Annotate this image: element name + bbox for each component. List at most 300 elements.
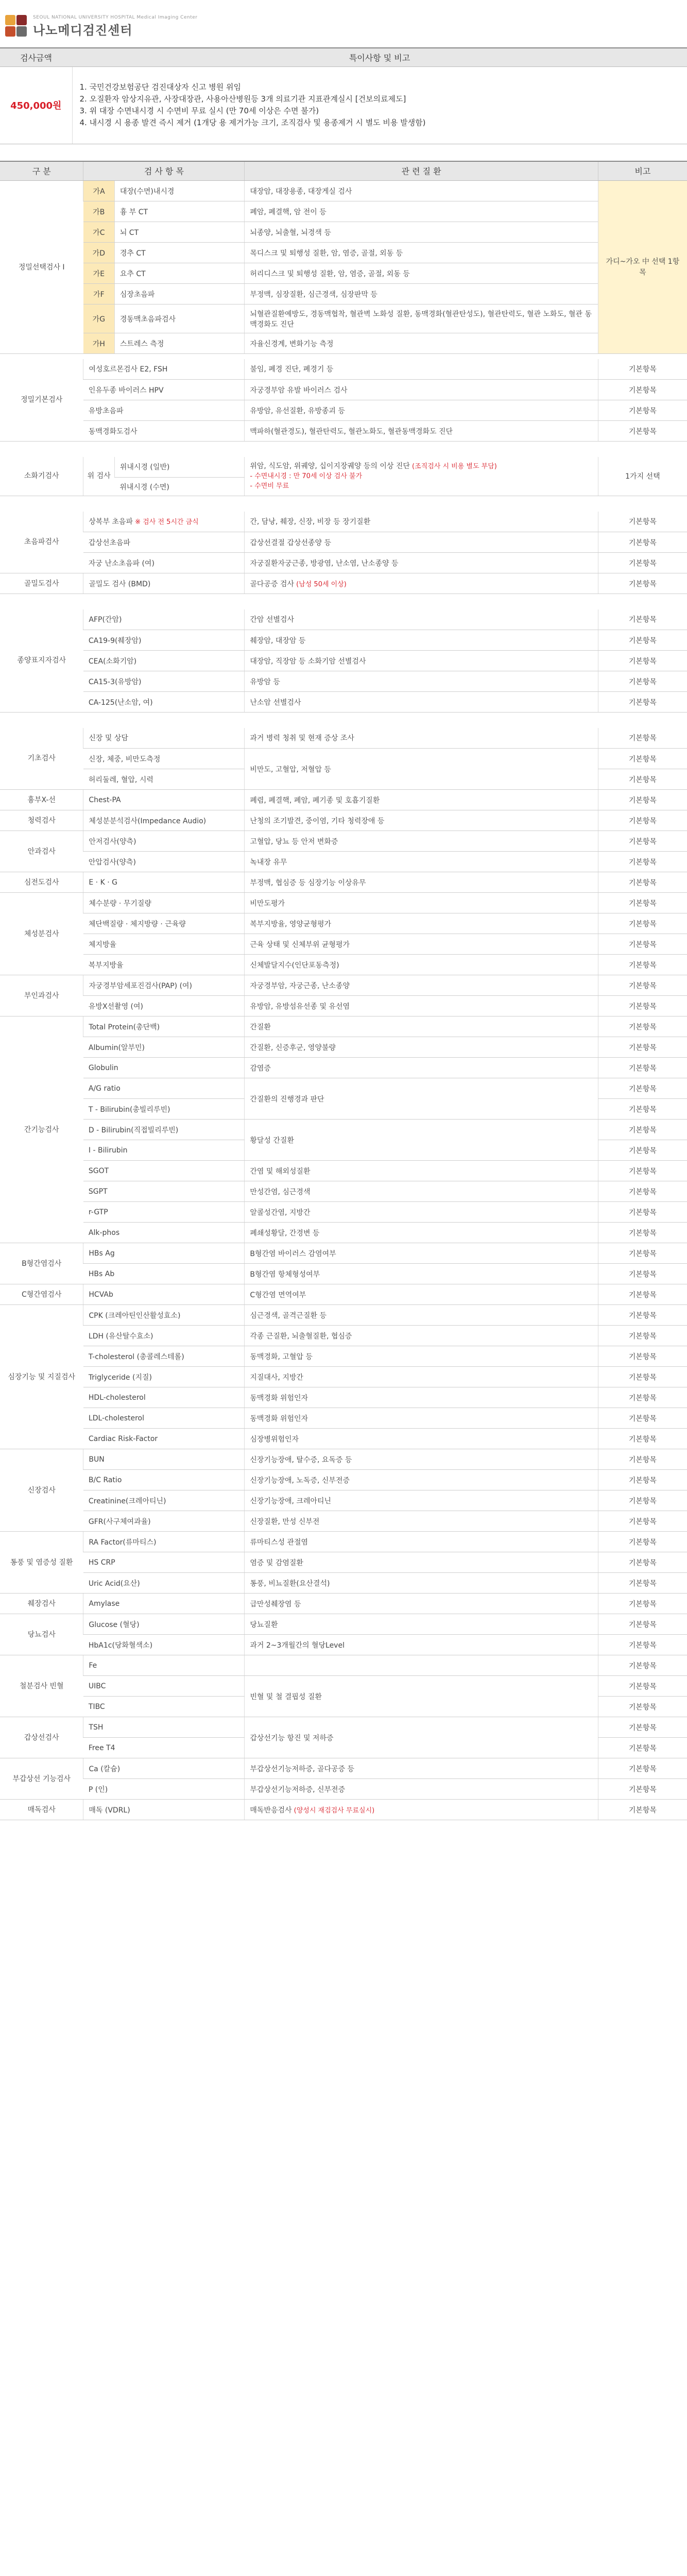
- related-disease: [245, 893, 598, 913]
- basic-badge: 기본항목: [598, 1284, 687, 1305]
- basic-badge: 기본항목: [598, 1758, 687, 1779]
- related-disease: 자궁질환자궁근종, 방광염, 난소염, 난소종양 등: [245, 553, 598, 573]
- exam-item: SGOT: [83, 1161, 245, 1181]
- table-row: [0, 284, 687, 304]
- related-text: 간질환, 신증후군, 영양불량: [250, 1043, 336, 1052]
- exam-item: [83, 553, 245, 573]
- exam-item: Fe: [83, 1655, 245, 1676]
- option-key: 가E: [83, 263, 114, 284]
- basic-badge: 기본항목: [598, 1181, 687, 1202]
- related-disease: 유방암 등: [245, 671, 598, 692]
- related-text: C형간염 면역여부: [250, 1291, 306, 1299]
- group-category: 통풍 및 염증성 질환: [0, 1532, 83, 1594]
- exam-item-label: 자궁 난소초음파 (여): [88, 559, 154, 568]
- exam-item: Total Protein(총단백): [83, 1016, 245, 1037]
- related-disease: [245, 1058, 598, 1078]
- exam-item: CA15-3(유방암): [83, 671, 245, 692]
- price-header: 검사금액: [0, 48, 72, 66]
- exam-item: 안저검사(양측): [83, 831, 245, 852]
- table-row: [0, 1532, 687, 1552]
- exam-item-label: 상복부 초음파: [89, 518, 133, 527]
- logo-icon: [5, 15, 28, 38]
- table-row: [0, 1264, 687, 1284]
- table-row: [0, 512, 687, 532]
- exam-item: Ca (칼슘): [83, 1758, 245, 1779]
- table-row: [0, 1243, 687, 1264]
- table-row: [0, 1676, 687, 1697]
- option-key: 가G: [83, 304, 114, 333]
- exam-item: [83, 532, 245, 553]
- table-row: [0, 671, 687, 692]
- basic-badge: 기본항목: [598, 1779, 687, 1800]
- spacer-row: [0, 713, 687, 728]
- related-text: 과거 병력 청취 및 현재 증상 조사: [250, 734, 354, 743]
- exam-warning: ※ 검사 전 5시간 금식: [133, 518, 199, 527]
- exam-item: Triglyceride (지질): [83, 1367, 245, 1387]
- col-note: 비고: [598, 161, 687, 181]
- exam-item: CA-125(난소암, 여): [83, 692, 245, 713]
- basic-badge: 기본항목: [598, 630, 687, 651]
- related-note: (조직검사 시 비용 별도 부담): [409, 462, 497, 470]
- table-row: [0, 955, 687, 975]
- basic-badge: 기본항목: [598, 1202, 687, 1223]
- exam-item: A/G ratio: [83, 1078, 245, 1099]
- table-row: [0, 1305, 687, 1326]
- related-disease: [245, 1676, 598, 1717]
- related-disease: [245, 1367, 598, 1387]
- exam-item: B/C Ratio: [83, 1470, 245, 1490]
- option-key: 가C: [83, 222, 114, 243]
- table-row: [0, 1408, 687, 1429]
- related-text: 동맥경화 위험인자: [250, 1394, 308, 1402]
- table-row: [0, 359, 687, 380]
- related-text: 급만성췌장염 등: [250, 1600, 301, 1608]
- related-disease: [245, 728, 598, 749]
- exam-item: 위내시경 (일반): [114, 457, 245, 478]
- basic-badge: 기본항목: [598, 872, 687, 893]
- table-row: [0, 728, 687, 749]
- related-disease: [245, 1161, 598, 1181]
- related-text: B형간염 항체형성여부: [250, 1270, 320, 1279]
- table-row: [0, 1078, 687, 1099]
- table-row: [0, 333, 687, 354]
- related-disease: [245, 1490, 598, 1511]
- related-text: 황달성 간질환: [250, 1136, 294, 1145]
- related-note: - 수면내시경 : 만 70세 이상 검사 불가: [250, 472, 363, 480]
- table-row: [0, 1429, 687, 1449]
- table-row: [0, 496, 687, 512]
- table-row: [0, 354, 687, 359]
- exam-item: Alk-phos: [83, 1223, 245, 1243]
- table-row: [0, 1655, 687, 1676]
- exam-item: Uric Acid(요산): [83, 1573, 245, 1594]
- exam-item: 허리둘레, 혈압, 시력: [83, 769, 245, 790]
- exam-item: T - Bilirubin(총빌리루빈): [83, 1099, 245, 1120]
- related-disease: [245, 852, 598, 872]
- table-row: [0, 996, 687, 1016]
- group-category: 부인과검사: [0, 975, 83, 1016]
- table-row: [0, 1367, 687, 1387]
- basic-badge: 기본항목: [598, 1717, 687, 1738]
- related-disease: [245, 1387, 598, 1408]
- related-disease: [245, 1758, 598, 1779]
- basic-badge: 기본항목: [598, 975, 687, 996]
- related-disease: [245, 1326, 598, 1346]
- basic-badge: 기본항목: [598, 421, 687, 442]
- related-disease: [245, 1202, 598, 1223]
- related-disease: [245, 1243, 598, 1264]
- related-note: (양성시 재검검사 무료실시): [291, 1806, 375, 1815]
- col-related: 관 련 질 환: [245, 161, 598, 181]
- related-disease: [245, 975, 598, 996]
- related-disease: 유방암, 유선질환, 유방종괴 등: [245, 400, 598, 421]
- exam-item: LDL-cholesterol: [83, 1408, 245, 1429]
- table-row: [0, 304, 687, 333]
- related-disease: [245, 1614, 598, 1635]
- table-row: [0, 442, 687, 457]
- related-disease: [245, 457, 598, 496]
- select-note: 가디~가오 中 선택 1항목: [598, 181, 687, 354]
- table-row: [0, 1490, 687, 1511]
- group-category: 초음파검사: [0, 512, 83, 573]
- basic-badge: 기본항목: [598, 749, 687, 769]
- table-row: [0, 1758, 687, 1779]
- basic-badge: 기본항목: [598, 955, 687, 975]
- table-row: [0, 749, 687, 769]
- related-text: 신장기능장애, 크레아티닌: [250, 1497, 332, 1505]
- table-row: [0, 810, 687, 831]
- related-disease: 자율신경계, 변화기능 측정: [245, 333, 598, 354]
- related-disease: 부정맥, 심장질환, 심근경색, 심장판막 등: [245, 284, 598, 304]
- related-disease: 간, 담낭, 췌장, 신장, 비장 등 장기질환: [245, 512, 598, 532]
- related-disease: 갑상선결절 갑상선종양 등: [245, 532, 598, 553]
- group-category: 정밀선택검사 I: [0, 181, 83, 354]
- table-row: [0, 609, 687, 630]
- basic-badge: 기본항목: [598, 1573, 687, 1594]
- related-disease: [245, 1449, 598, 1470]
- related-text: 유방암, 유방섬유선종 및 유선염: [250, 1002, 350, 1011]
- related-disease: 폐암, 폐결핵, 암 전이 등: [245, 201, 598, 222]
- basic-badge: 기본항목: [598, 728, 687, 749]
- col-category: 구 분: [0, 161, 83, 181]
- related-disease: 불임, 폐경 진단, 폐경기 등: [245, 359, 598, 380]
- group-category: 종양표지자검사: [0, 609, 83, 713]
- price-value: 450,000원: [0, 66, 72, 144]
- exam-item: Free T4: [83, 1738, 245, 1758]
- basic-badge: 기본항목: [598, 609, 687, 630]
- exam-item: 신장, 체중, 비만도측정: [83, 749, 245, 769]
- related-text: 부갑상선기능저하증, 골다공증 등: [250, 1765, 355, 1773]
- basic-badge: 기본항목: [598, 1470, 687, 1490]
- basic-badge: 기본항목: [598, 810, 687, 831]
- table-row: [0, 913, 687, 934]
- basic-badge: 기본항목: [598, 790, 687, 810]
- table-row: [0, 630, 687, 651]
- exam-item: 스트레스 측정: [114, 333, 245, 354]
- group-category: 신장검사: [0, 1449, 83, 1532]
- basic-badge: 기본항목: [598, 1078, 687, 1099]
- basic-badge: 기본항목: [598, 1449, 687, 1470]
- exam-item: 신장 및 상담: [83, 728, 245, 749]
- basic-badge: 기본항목: [598, 1655, 687, 1676]
- exam-item: I - Bilirubin: [83, 1140, 245, 1161]
- exam-item: 경동맥초음파검사: [114, 304, 245, 333]
- related-disease: [245, 1717, 598, 1758]
- table-row: [0, 893, 687, 913]
- basic-badge: 기본항목: [598, 1367, 687, 1387]
- related-text: 감염증: [250, 1064, 271, 1073]
- option-key: 가A: [83, 181, 114, 201]
- group-category: 매독검사: [0, 1800, 83, 1820]
- table-row: [0, 1779, 687, 1800]
- basic-badge: 기본항목: [598, 1161, 687, 1181]
- note-line: 3. 위 대장 수면내시경 시 수면비 무료 실시 (만 70세 이상은 수면 불가): [79, 106, 319, 115]
- related-text: 간질환: [250, 1023, 271, 1031]
- table-row: [0, 380, 687, 400]
- basic-badge: 기본항목: [598, 1697, 687, 1717]
- basic-badge: 기본항목: [598, 671, 687, 692]
- related-text: 신장기능장애, 노독증, 신부전증: [250, 1476, 350, 1485]
- table-row: [0, 573, 687, 594]
- group-category: C형간염검사: [0, 1284, 83, 1305]
- basic-badge: 기본항목: [598, 512, 687, 532]
- related-text: 비만도평가: [250, 899, 285, 908]
- related-disease: [245, 996, 598, 1016]
- note-line: 1. 국민건강보험공단 검진대상자 신고 병원 위임: [79, 82, 241, 92]
- related-text: 근육 상태 및 신체부위 균형평가: [250, 940, 350, 949]
- table-row: [0, 692, 687, 713]
- group-category: 심전도검사: [0, 872, 83, 893]
- exam-item: 매독 (VDRL): [83, 1800, 245, 1820]
- related-disease: [245, 1346, 598, 1367]
- logo-subtitle: SEOUL NATIONAL UNIVERSITY HOSPITAL Medical Imaging Center: [33, 14, 198, 20]
- table-row: [0, 1181, 687, 1202]
- basic-badge: 기본항목: [598, 553, 687, 573]
- exam-item: 여성호르몬검사 E2, FSH: [83, 359, 245, 380]
- exam-item: HbA1c(당화혈색소): [83, 1635, 245, 1655]
- related-text: 폐렴, 폐결핵, 폐암, 폐기종 및 호흡기질환: [250, 796, 380, 805]
- related-text: B형간염 바이러스 감염여부: [250, 1249, 336, 1258]
- related-text: 동맥경화 위험인자: [250, 1414, 308, 1423]
- related-text: 심장병위험인자: [250, 1435, 299, 1444]
- spacer-row: [0, 496, 687, 512]
- exam-item: CA19-9(췌장암): [83, 630, 245, 651]
- related-disease: 대장암, 직장암 등 소화기암 선별검사: [245, 651, 598, 671]
- related-disease: [245, 790, 598, 810]
- exam-item: CPK (크레아틴인산활성효소): [83, 1305, 245, 1326]
- table-row: [0, 1161, 687, 1181]
- related-disease: 뇌혈관질환예방도, 경동맥협착, 혈관벽 노화성 질환, 동맥경화(혈관탄성도), 혈관탄력도, 혈관 노화도, 혈관 동맥경화도 진단: [245, 304, 598, 333]
- basic-badge: 기본항목: [598, 1635, 687, 1655]
- related-disease: [245, 1573, 598, 1594]
- related-text: 염증 및 감염질환: [250, 1558, 303, 1567]
- related-text: 부정맥, 협심증 등 심장기능 이상유무: [250, 878, 366, 887]
- exam-item: 위내시경 (수면): [114, 478, 245, 496]
- table-row: [0, 1037, 687, 1058]
- group-category: 체성분검사: [0, 893, 83, 975]
- related-text: 심근경색, 골격근질환 등: [250, 1311, 327, 1320]
- related-text: 갑상선기능 항진 및 저하증: [250, 1734, 334, 1742]
- exam-item: UIBC: [83, 1676, 245, 1697]
- notes-cell: [72, 66, 687, 144]
- exam-item: 체수분량 · 무기질량: [83, 893, 245, 913]
- table-row: [0, 1800, 687, 1820]
- exam-item: 경추 CT: [114, 243, 245, 263]
- table-row: [0, 400, 687, 421]
- table-row: [0, 421, 687, 442]
- related-disease: [245, 1223, 598, 1243]
- related-text: 빈혈 및 철 결핍성 질환: [250, 1692, 322, 1701]
- related-text: 각종 근질환, 뇌출혈질환, 협심증: [250, 1332, 352, 1341]
- table-row: [0, 713, 687, 728]
- exam-item: 유방초음파: [83, 400, 245, 421]
- table-row: [0, 1717, 687, 1738]
- related-disease: [245, 1511, 598, 1532]
- table-row: [0, 532, 687, 553]
- basic-badge: 기본항목: [598, 651, 687, 671]
- related-disease: [245, 831, 598, 852]
- related-text: 동맥경화, 고혈압 등: [250, 1352, 313, 1361]
- related-disease: [245, 1779, 598, 1800]
- related-disease: [245, 1037, 598, 1058]
- related-text: 간질환의 진행경과 판단: [250, 1095, 324, 1104]
- group-category: 간기능검사: [0, 1016, 83, 1243]
- exam-item: 흉 부 CT: [114, 201, 245, 222]
- basic-badge: 기본항목: [598, 1429, 687, 1449]
- related-text: 골다공증 검사: [250, 580, 294, 588]
- related-disease: [245, 573, 598, 594]
- table-row: [0, 1552, 687, 1573]
- exam-item: HBs Ab: [83, 1264, 245, 1284]
- related-disease: 허리디스크 및 퇴행성 질환, 암, 염증, 골절, 외동 등: [245, 263, 598, 284]
- exam-item: D - Bilirubin(직접빌리루빈): [83, 1120, 245, 1140]
- basic-badge: 기본항목: [598, 1016, 687, 1037]
- table-row: [0, 263, 687, 284]
- group-category: 갑상선검사: [0, 1717, 83, 1758]
- basic-badge: 기본항목: [598, 1532, 687, 1552]
- table-row: [0, 1016, 687, 1037]
- group-category: 청력검사: [0, 810, 83, 831]
- related-text: 지질대사, 지방간: [250, 1373, 303, 1382]
- exam-item: HS CRP: [83, 1552, 245, 1573]
- related-disease: [245, 934, 598, 955]
- exam-item: RA Factor(류마티스): [83, 1532, 245, 1552]
- exam-item: Amylase: [83, 1594, 245, 1614]
- related-text: 복부지방율, 영양균형평가: [250, 920, 332, 928]
- exam-item: 체성분분석검사(Impedance Audio): [83, 810, 245, 831]
- basic-badge: 기본항목: [598, 893, 687, 913]
- basic-badge: 기본항목: [598, 1552, 687, 1573]
- table-row: [0, 222, 687, 243]
- exam-item: TSH: [83, 1717, 245, 1738]
- table-row: [0, 872, 687, 893]
- logo-title: 나노메디검진센터: [33, 23, 133, 38]
- related-disease: [245, 1470, 598, 1490]
- group-category: 철분검사 빈혈: [0, 1655, 83, 1717]
- table-row: [0, 1573, 687, 1594]
- exam-item: AFP(간암): [83, 609, 245, 630]
- related-note: - 수면비 무료: [250, 482, 289, 490]
- basic-badge: 기본항목: [598, 692, 687, 713]
- related-text: 신장질환, 만성 신부전: [250, 1517, 320, 1526]
- related-disease: 목디스크 및 퇴행성 질환, 암, 염증, 골절, 외동 등: [245, 243, 598, 263]
- related-text: 신체발달지수(인단포동측정): [250, 961, 339, 970]
- exam-item: r-GTP: [83, 1202, 245, 1223]
- exam-item: 뇌 CT: [114, 222, 245, 243]
- basic-badge: 기본항목: [598, 400, 687, 421]
- exam-item: 체지방율: [83, 934, 245, 955]
- spacer-row: [0, 354, 687, 359]
- exam-item: SGPT: [83, 1181, 245, 1202]
- table-row: [0, 594, 687, 609]
- related-disease: [245, 872, 598, 893]
- table-row: [0, 1511, 687, 1532]
- table-row: [0, 1387, 687, 1408]
- basic-badge: 기본항목: [598, 1490, 687, 1511]
- related-text: 폐쇄성황달, 간경변 등: [250, 1229, 320, 1238]
- table-row: [0, 181, 687, 201]
- basic-badge: 기본항목: [598, 934, 687, 955]
- group-category: 부갑상선 기능검사: [0, 1758, 83, 1800]
- related-text: 부갑상선기능저하증, 신부전증: [250, 1785, 346, 1794]
- exam-item: Cardiac Risk-Factor: [83, 1429, 245, 1449]
- note-line: 4. 내시경 시 용종 발견 즉시 제거 (1개당 용 제거가능 크기, 조직검사 및 용종제거 시 별도 비용 발생함): [79, 118, 426, 127]
- group-category: 당뇨검사: [0, 1614, 83, 1655]
- table-row: [0, 1594, 687, 1614]
- related-disease: 대장암, 대장용종, 대장게실 검사: [245, 181, 598, 201]
- basic-badge: 기본항목: [598, 1511, 687, 1532]
- basic-badge: 기본항목: [598, 1614, 687, 1635]
- header: [0, 0, 687, 41]
- related-text: 간염 및 해외성질환: [250, 1167, 311, 1176]
- table-row: [0, 1326, 687, 1346]
- related-text: 과거 2~3개월간의 혈당Level: [250, 1641, 345, 1650]
- exam-item: HBs Ag: [83, 1243, 245, 1264]
- basic-badge: 기본항목: [598, 1099, 687, 1120]
- related-text: 녹내장 유무: [250, 858, 287, 867]
- basic-badge: 기본항목: [598, 1738, 687, 1758]
- basic-badge: 기본항목: [598, 1058, 687, 1078]
- related-disease: [245, 913, 598, 934]
- related-disease: [245, 1078, 598, 1120]
- group-category: 기초검사: [0, 728, 83, 790]
- group-category: 안과검사: [0, 831, 83, 872]
- table-row: [0, 1346, 687, 1367]
- option-key: 가D: [83, 243, 114, 263]
- basic-badge: 기본항목: [598, 852, 687, 872]
- exam-item-label: 갑상선초음파: [88, 538, 131, 547]
- sub-category: 위 검사: [83, 457, 114, 496]
- exam-item: 대장(수면)내시경: [114, 181, 245, 201]
- exam-item: 복부지방율: [83, 955, 245, 975]
- related-disease: 난소암 선별검사: [245, 692, 598, 713]
- related-disease: 간암 선별검사: [245, 609, 598, 630]
- exam-item: T-cholesterol (총콜레스테롤): [83, 1346, 245, 1367]
- spacer-row: [0, 594, 687, 609]
- exam-item: HDL-cholesterol: [83, 1387, 245, 1408]
- table-row: [0, 457, 687, 478]
- exam-item: Globulin: [83, 1058, 245, 1078]
- group-category: 심장기능 및 지질검사: [0, 1305, 83, 1449]
- related-text: 류마티스성 관절염: [250, 1538, 308, 1547]
- related-text: 비만도, 고혈압, 저혈압 등: [250, 765, 331, 774]
- exam-item: CEA(소화기암): [83, 651, 245, 671]
- option-key: 가H: [83, 333, 114, 354]
- table-row: [0, 1223, 687, 1243]
- exam-item: LDH (유산탈수효소): [83, 1326, 245, 1346]
- related-text: 위암, 식도암, 위궤양, 십이지장궤양 등의 이상 진단: [250, 462, 410, 470]
- exam-item: 동맥경화도검사: [83, 421, 245, 442]
